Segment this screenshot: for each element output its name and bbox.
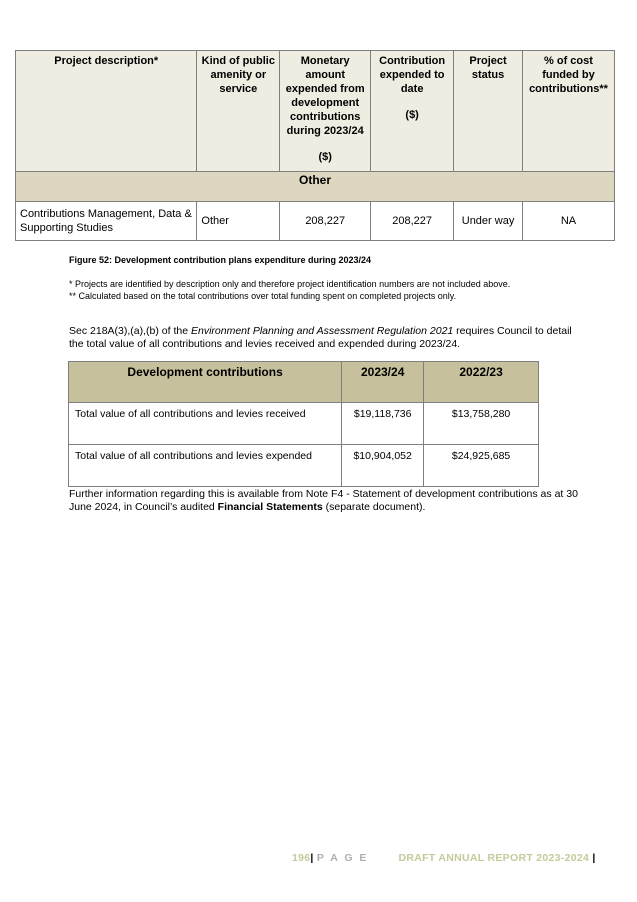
header-monetary	[280, 51, 371, 172]
cell-to-date: 208,227	[371, 202, 454, 241]
page-label: P A G E	[316, 852, 369, 864]
contributions-expenditure-table	[15, 50, 615, 241]
row-label: Total value of all contributions and levies received	[69, 403, 342, 445]
cell-monetary: 208,227	[280, 202, 371, 241]
footnotes	[69, 278, 510, 302]
figure-caption: Figure 52: Development contribution plans expenditure during 2023/24	[69, 255, 372, 265]
page-number: 196	[292, 852, 311, 864]
table-row	[69, 403, 539, 445]
paragraph-text: Further information regarding this is available from Note F4 - Statement of development contributions as at 30 June 2024, in Council’s audited	[69, 488, 578, 513]
table-row	[69, 445, 539, 487]
header-2023-24: 2023/24	[342, 362, 424, 403]
regulation-paragraph	[69, 325, 589, 351]
financial-statements-ref: Financial Statements	[217, 501, 323, 513]
page-footer	[292, 852, 596, 864]
header-status: Project status	[454, 51, 523, 172]
cell-description: Contributions Management, Data & Supporting Studies	[16, 202, 197, 241]
header-project-description: Project description*	[16, 51, 197, 172]
table-header-row	[69, 362, 539, 403]
header-contribution	[371, 51, 454, 172]
footer-divider: |	[310, 852, 314, 864]
report-title: DRAFT ANNUAL REPORT 2023-2024	[398, 852, 590, 864]
further-info-paragraph	[69, 488, 589, 514]
category-label: Other	[16, 172, 615, 202]
table-header-row	[16, 51, 615, 172]
header-development-contributions: Development contributions	[69, 362, 342, 403]
header-monetary-unit: ($)	[318, 151, 332, 163]
paragraph-text: Sec 218A(3),(a),(b) of the	[69, 325, 191, 337]
value-2022-23: $13,758,280	[424, 403, 539, 445]
paragraph-text: requires Council to detail the total value of all contributions and levies received and expended during 2023/24.	[69, 325, 572, 350]
regulation-name: Environment Planning and Assessment Regulation 2021	[190, 325, 454, 337]
row-label: Total value of all contributions and levies expended	[69, 445, 342, 487]
footer-end-divider: |	[592, 852, 596, 864]
header-contribution-unit: ($)	[405, 109, 419, 121]
value-2022-23: $24,925,685	[424, 445, 539, 487]
value-2023-24: $19,118,736	[342, 403, 424, 445]
cell-status: Under way	[454, 202, 523, 241]
cell-percent: NA	[522, 202, 614, 241]
development-contributions-table	[68, 361, 539, 487]
paragraph-text: (separate document).	[322, 501, 426, 513]
table-row	[16, 202, 615, 241]
header-contribution-label: Contribution expended to date	[379, 55, 446, 95]
cell-kind: Other	[197, 202, 280, 241]
footnote: * Projects are identified by description only and therefore project identification numbers are not included above.	[69, 279, 511, 289]
header-monetary-label: Monetary amount expended from development contributions during 2023/24	[285, 55, 365, 137]
category-row	[16, 172, 615, 202]
header-kind: Kind of public amenity or service	[197, 51, 280, 172]
value-2023-24: $10,904,052	[342, 445, 424, 487]
header-2022-23: 2022/23	[424, 362, 539, 403]
header-percent: % of cost funded by contributions**	[522, 51, 614, 172]
footnote: ** Calculated based on the total contributions over total funding spent on completed projects only.	[69, 291, 457, 301]
